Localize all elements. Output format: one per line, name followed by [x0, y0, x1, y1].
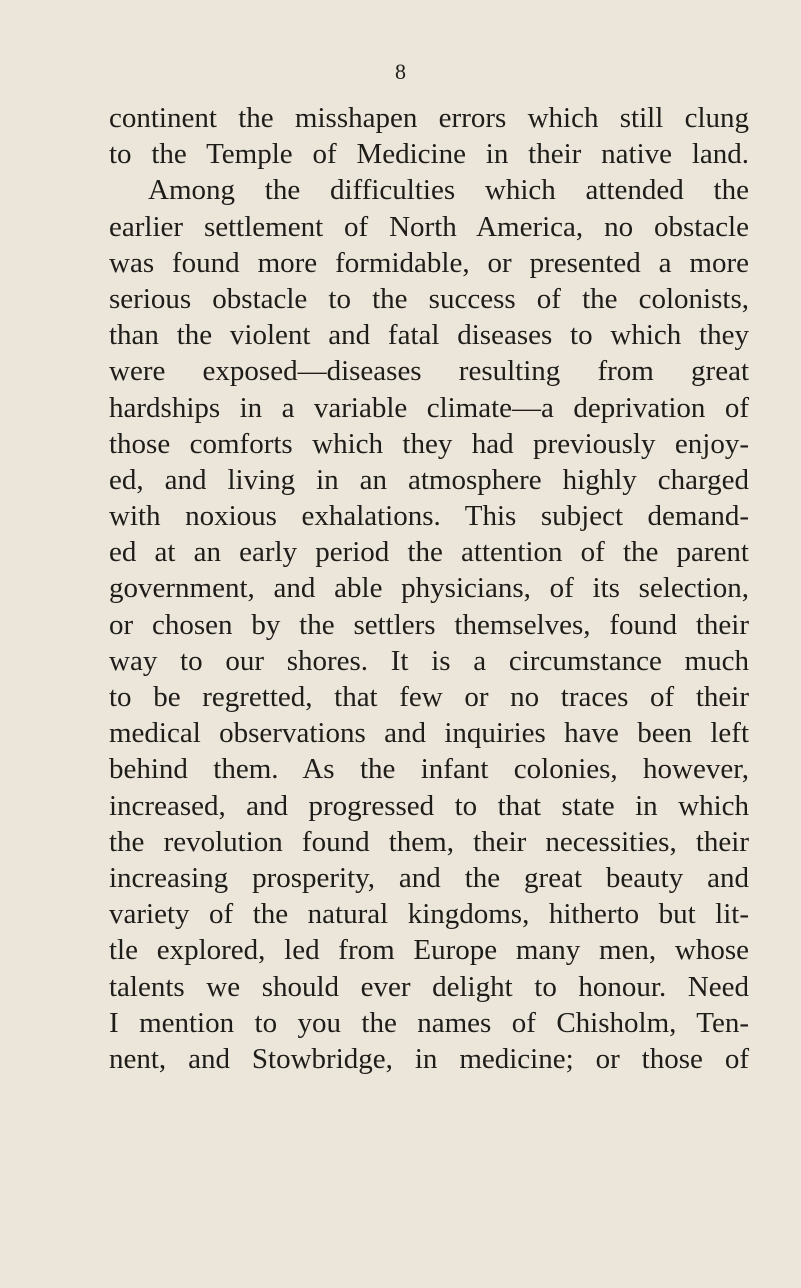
text-line-paragraph-start: Among the difficulties which attended the [148, 174, 749, 207]
text-line: those comforts which they had previously enjoy- [109, 427, 749, 460]
text-line: ed at an early period the attention of the parent [109, 536, 749, 569]
text-line: government, and able physicians, of its selection, [109, 572, 749, 605]
text-line: continent the misshapen errors which still clung [109, 102, 749, 134]
text-line: talents we should ever delight to honour. Need [109, 970, 749, 1003]
text-line: nent, and Stowbridge, in medicine; or those of [109, 1042, 749, 1075]
text-line: I mention to you the names of Chisholm, Ten- [109, 1006, 749, 1039]
text-line: to be regretted, that few or no traces of their [109, 681, 749, 713]
text-line: increased, and progressed to that state in which [109, 789, 749, 822]
text-line: increasing prosperity, and the great beauty and [109, 861, 749, 894]
body-text [109, 100, 749, 1077]
text-line: tle explored, led from Europe many men, whose [109, 934, 749, 967]
text-line: ed, and living in an atmosphere highly charged [109, 463, 749, 496]
text-line: earlier settlement of North America, no obstacle [109, 210, 749, 243]
text-line: than the violent and fatal diseases to which they [109, 319, 749, 352]
text-line: was found more formidable, or presented a more [109, 246, 749, 279]
text-line: the revolution found them, their necessities, their [109, 825, 749, 858]
page-number: 8 [395, 59, 406, 84]
text-line: with noxious exhalations. This subject demand- [109, 500, 749, 533]
text-line: variety of the natural kingdoms, hitherto but lit- [109, 898, 749, 931]
text-line: medical observations and inquiries have been left [109, 717, 749, 750]
text-line: hardships in a variable climate—a deprivation of [109, 391, 749, 424]
text-line: to the Temple of Medicine in their native land. [109, 138, 749, 171]
text-line: were exposed—diseases resulting from great [109, 355, 749, 388]
text-line: behind them. As the infant colonies, however, [109, 753, 749, 786]
text-line: or chosen by the settlers themselves, found their [109, 608, 749, 641]
text-line: way to our shores. It is a circumstance much [109, 644, 749, 677]
text-line: serious obstacle to the success of the colonists, [109, 282, 749, 315]
